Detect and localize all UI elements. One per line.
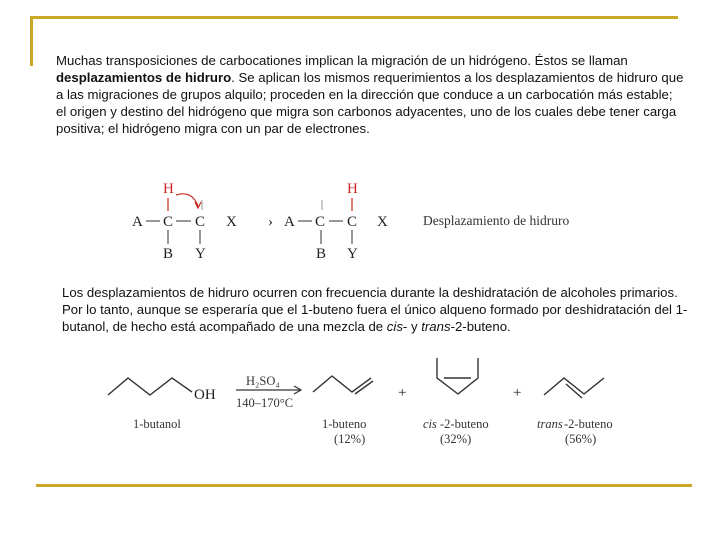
- trans-butene-skeleton: [544, 378, 604, 395]
- dehydration-text-3: -2-buteno.: [450, 319, 511, 334]
- product-1-name: 1-buteno: [322, 417, 367, 431]
- butanol-skeleton: [108, 378, 192, 395]
- intro-text-1: Muchas transposiciones de carbocationes implican la migración de un hidrógeno. Éstos se llaman: [56, 53, 628, 68]
- intro-text-2: . Se aplican los mismos requerimientos a los desplazamientos de hidruro que a las migraciones de grupos alquilo; proceden en la dirección que conduce a un carbocatión más estable; el origen y destino del hidrógeno que migra son carbonos adyacentes, uno de los cuales debe tener carga positiva; el hidrógeno migra con un par de electrones.: [56, 70, 684, 136]
- product-2-name: -2-buteno: [440, 417, 489, 431]
- left-c1: C: [163, 214, 174, 230]
- cis-term: cis: [386, 319, 403, 334]
- reagent: H₂SO₄: [246, 374, 280, 388]
- butene1-skeleton: [313, 376, 371, 392]
- product-2-prefix: cis: [423, 417, 437, 431]
- left-y: Y: [195, 246, 206, 262]
- plus-2: +: [513, 385, 522, 401]
- product-1-yield: (12%): [334, 432, 366, 446]
- left-c2: C: [195, 214, 206, 230]
- left-h: H: [163, 181, 174, 197]
- product-2-yield: (32%): [440, 432, 472, 446]
- product-3-name: -2-buteno: [564, 417, 613, 431]
- left-b: B: [163, 246, 174, 262]
- right-a: A: [284, 214, 295, 230]
- cis-butene-skeleton: [437, 358, 478, 394]
- migration-arrow: [176, 194, 198, 206]
- right-h: H: [347, 181, 358, 197]
- right-c1: C: [315, 214, 326, 230]
- right-b: B: [316, 246, 327, 262]
- dehydration-text-2: - y: [402, 319, 422, 334]
- right-x: X: [377, 214, 388, 230]
- left-x: X: [226, 214, 237, 230]
- right-y: Y: [347, 246, 358, 262]
- frame-bottom-line: [36, 484, 692, 487]
- dehydration-text-1: Los desplazamientos de hidruro ocurren con frecuencia durante la deshidratación de alcoholes primarios. Por lo tanto, aunque se esperaría que el 1-buteno fuera el único alqueno formado por deshidratación del 1-butanol, de hecho está acompañado de una mezcla de: [62, 285, 688, 334]
- scheme-label: Desplazamiento de hidruro: [423, 213, 570, 228]
- dehydration-paragraph: [62, 284, 692, 335]
- right-c2: C: [347, 214, 358, 230]
- plus-1: +: [398, 385, 407, 401]
- left-a: A: [132, 214, 143, 230]
- trans-term: trans: [421, 319, 451, 334]
- intro-bold-term: desplazamientos de hidruro: [56, 70, 232, 85]
- reaction-arrow: ›: [268, 214, 273, 230]
- product-3-prefix: trans: [537, 417, 563, 431]
- conditions: 140–170°C: [236, 396, 294, 410]
- product-3-yield: (56%): [565, 432, 597, 446]
- butanol-oh: OH: [194, 387, 216, 403]
- butanol-name: 1-butanol: [133, 417, 181, 431]
